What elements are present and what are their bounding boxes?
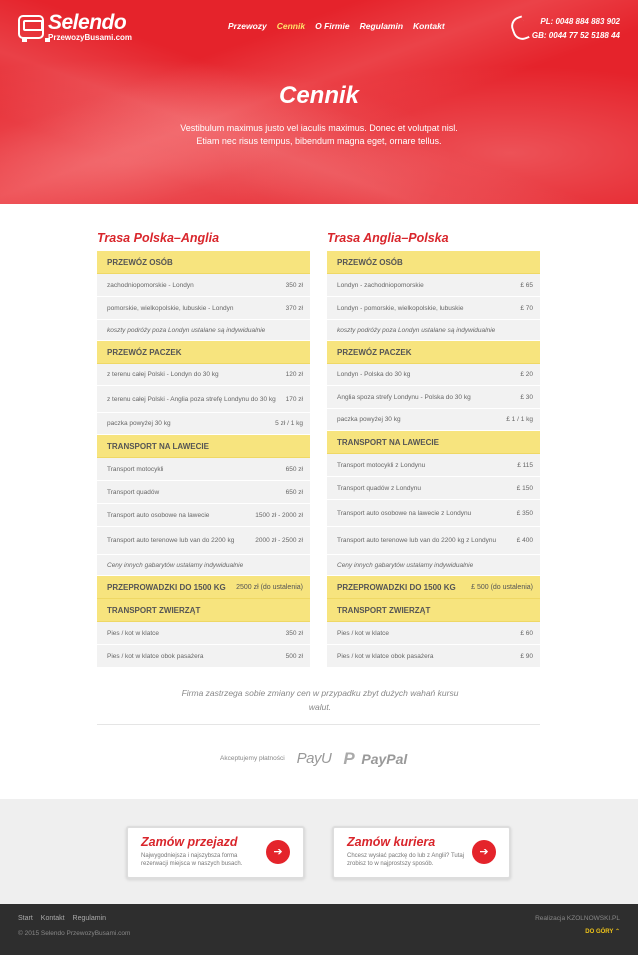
route-title: Trasa Polska–Anglia <box>97 231 220 245</box>
order-courier-desc: Chcesz wysłać paczkę do lub z Anglii? Tutaj zrobisz to w najprostszy sposób. <box>347 853 465 867</box>
phone-pl[interactable]: PL: 0048 884 883 902 <box>540 17 620 26</box>
section-header: PRZEWÓZ OSÓB <box>327 251 540 274</box>
price-row: Transport motocykli 650 zł <box>97 458 310 481</box>
logo[interactable] <box>18 12 132 42</box>
price-row: Transport auto terenowe lub van do 2200 kg 2000 zł - 2500 zł <box>97 527 310 555</box>
nav-przewozy[interactable]: Przewozy <box>228 21 267 31</box>
cta-band <box>0 799 638 904</box>
price-row: Pies / kot w klatce obok pasażera £ 90 <box>327 645 540 668</box>
payment-methods <box>220 750 407 767</box>
price-row: Anglia spoza strefy Londynu - Polska do 30 kg £ 30 <box>327 386 540 409</box>
price-row: z terenu całej Polski - Londyn do 30 kg 120 zł <box>97 364 310 386</box>
order-ride-desc: Najwygodniejsza i najszybsza forma rezerwacji miejsca w naszych busach. <box>141 853 243 867</box>
arrow-right-icon[interactable]: ➔ <box>266 840 290 864</box>
payu-logo: PayU <box>296 750 332 767</box>
hero-description <box>0 122 638 148</box>
price-row: paczka powyżej 30 kg 5 zł / 1 kg <box>97 413 310 435</box>
price-table-uk-pl <box>327 229 540 668</box>
bus-icon <box>18 15 44 39</box>
price-row: Transport auto terenowe lub van do 2200 kg z Londynu £ 400 <box>327 527 540 555</box>
credit-link[interactable]: Realizacja KZOLNOWSKI.PL <box>535 915 620 922</box>
nav-o-firmie[interactable]: O Firmie <box>315 21 350 31</box>
section-header: PRZEWÓZ OSÓB <box>97 251 310 274</box>
section-header: TRANSPORT ZWIERZĄT <box>97 599 310 622</box>
order-courier-title: Zamów kuriera <box>347 835 436 849</box>
section-header: TRANSPORT NA LAWECIE <box>327 431 540 454</box>
section-header: PRZEWÓZ PACZEK <box>327 341 540 364</box>
price-row: zachodniopomorskie - Londyn 350 zł <box>97 274 310 297</box>
price-note: Ceny innych gabarytów ustalamy indywidualnie <box>97 555 310 576</box>
price-row: Transport motocykli z Londynu £ 115 <box>327 454 540 477</box>
order-courier-card[interactable] <box>332 826 511 879</box>
section-header: PRZEWÓZ PACZEK <box>97 341 310 364</box>
order-ride-title: Zamów przejazd <box>141 835 238 849</box>
price-row: Londyn - Polska do 30 kg £ 20 <box>327 364 540 386</box>
payments-label: Akceptujemy płatności <box>220 755 285 762</box>
price-row: Transport quadów 650 zł <box>97 481 310 504</box>
hero-banner <box>0 0 638 204</box>
logo-subtitle: PrzewozyBusami.com <box>48 33 133 42</box>
arrow-right-icon[interactable]: ➔ <box>472 840 496 864</box>
section-header: PRZEPROWADZKI DO 1500 KG 2500 zł (do ustalenia) <box>97 576 310 599</box>
footer <box>0 904 638 955</box>
hero-line-1: Vestibulum maximus justo vel iaculis maximus. Donec et volutpat nisl. <box>180 123 458 133</box>
phone-icon <box>508 15 529 42</box>
price-row: Pies / kot w klatce 350 zł <box>97 622 310 645</box>
main-nav <box>228 21 445 31</box>
price-row: Londyn - pomorskie, wielkopolskie, lubuskie £ 70 <box>327 297 540 320</box>
order-ride-card[interactable] <box>126 826 305 879</box>
price-note: Ceny innych gabarytów ustalamy indywidualnie <box>327 555 540 576</box>
footer-link-start[interactable]: Start <box>18 915 33 922</box>
footer-nav <box>18 915 106 922</box>
price-row: Londyn - zachodniopomorskie £ 65 <box>327 274 540 297</box>
phone-gb[interactable]: GB: 0044 77 52 5188 44 <box>531 31 620 40</box>
page-title: Cennik <box>278 82 359 109</box>
logo-name: Selendo <box>48 11 127 34</box>
section-header: PRZEPROWADZKI DO 1500 KG £ 500 (do ustalenia) <box>327 576 540 599</box>
nav-cennik[interactable]: Cennik <box>276 21 306 31</box>
hero-line-2: Etiam nec risus tempus, bibendum magna eget, ornare tellus. <box>196 136 442 146</box>
back-to-top-button[interactable]: DO GÓRY ⌃ <box>585 929 620 935</box>
price-row: pomorskie, wielkopolskie, lubuskie - Londyn 370 zł <box>97 297 310 320</box>
price-note: koszty podróży poza Londyn ustalane są indywidualnie <box>327 320 540 341</box>
paypal-text: PayPal <box>361 750 408 767</box>
footer-link-kontakt[interactable]: Kontakt <box>40 915 65 922</box>
price-row: Pies / kot w klatce obok pasażera 500 zł <box>97 645 310 668</box>
price-row: Transport auto osobowe na lawecie z Londynu £ 350 <box>327 500 540 527</box>
route-title: Trasa Anglia–Polska <box>327 231 449 245</box>
nav-regulamin[interactable]: Regulamin <box>359 21 404 31</box>
divider <box>97 724 540 725</box>
price-row: Transport auto osobowe na lawecie 1500 zł - 2000 zł <box>97 504 310 527</box>
price-disclaimer: Firma zastrzega sobie zmiany cen w przypadku zbyt dużych wahań kursu walut. <box>181 688 459 712</box>
paypal-icon <box>343 751 357 767</box>
paypal-logo <box>343 751 407 767</box>
price-row: z terenu całej Polski - Anglia poza strefę Londynu do 30 kg 170 zł <box>97 386 310 413</box>
price-table-pl-uk <box>97 229 310 668</box>
footer-link-regulamin[interactable]: Regulamin <box>72 915 107 922</box>
section-header: TRANSPORT NA LAWECIE <box>97 435 310 458</box>
price-row: paczka powyżej 30 kg £ 1 / 1 kg <box>327 409 540 431</box>
price-row: Pies / kot w klatce £ 60 <box>327 622 540 645</box>
price-note: koszty podróży poza Londyn ustalane są indywidualnie <box>97 320 310 341</box>
copyright: © 2015 Selendo PrzewozyBusami.com <box>18 930 131 937</box>
price-row: Transport quadów z Londynu £ 150 <box>327 477 540 500</box>
nav-kontakt[interactable]: Kontakt <box>413 21 445 31</box>
section-header: TRANSPORT ZWIERZĄT <box>327 599 540 622</box>
phone-contact <box>512 15 620 43</box>
